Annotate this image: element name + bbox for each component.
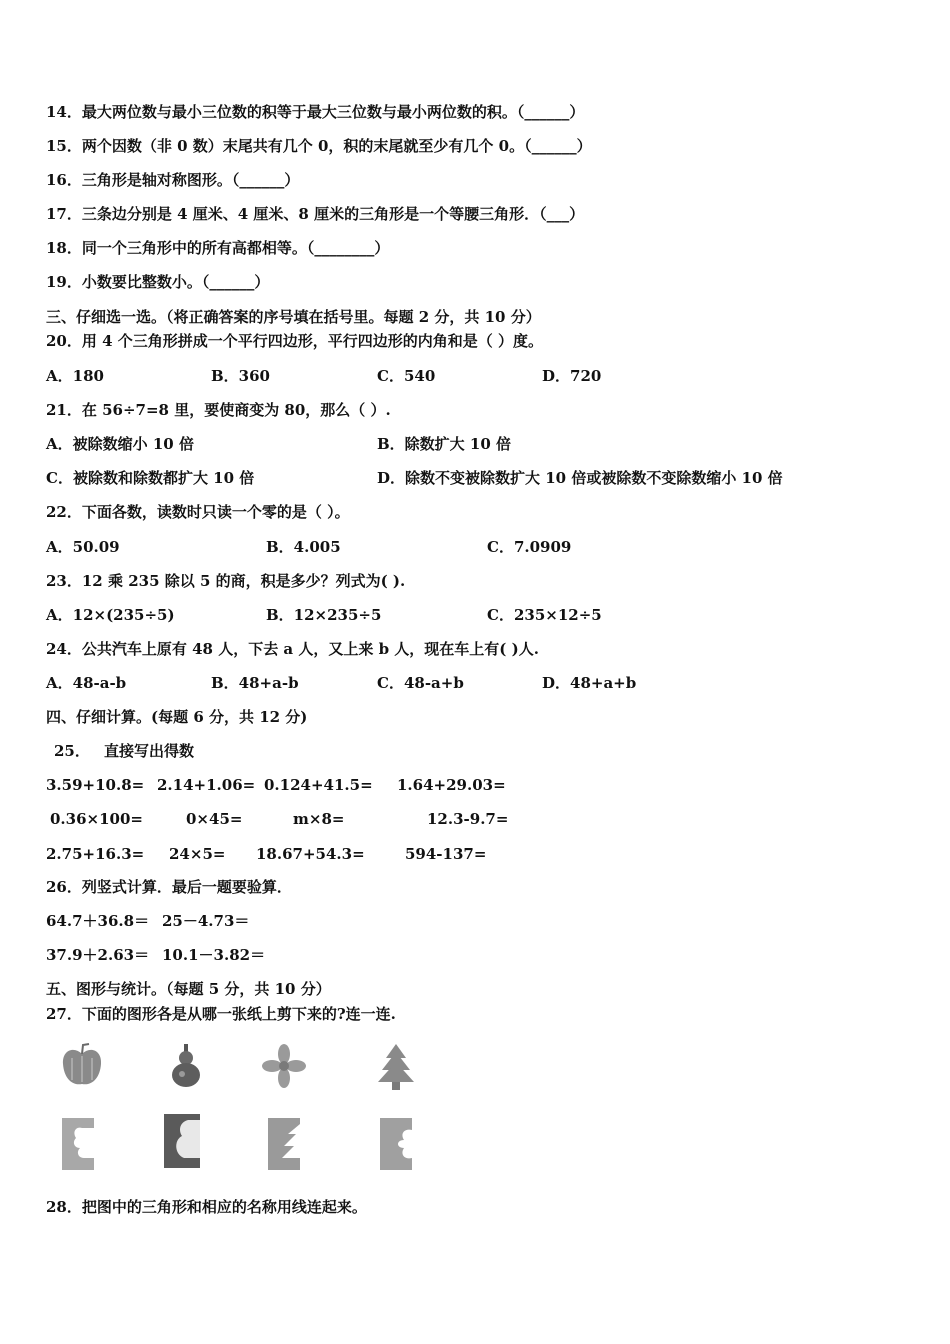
calc-item: 3.59+10.8= bbox=[46, 776, 145, 794]
calc-item: 24×5= bbox=[169, 845, 226, 863]
vertical-calc-item: 37.9＋2.63＝ bbox=[46, 946, 150, 964]
calc-item: 2.14+1.06= bbox=[157, 776, 256, 794]
question-18: 18．同一个三角形中的所有高都相等。（________） bbox=[46, 239, 390, 257]
question-15: 15．两个因数（非 0 数）末尾共有几个 0，积的末尾就至少有几个 0。（______） bbox=[46, 137, 592, 155]
vertical-calc-item: 64.7＋36.8＝ bbox=[46, 912, 150, 930]
apple-cutout-icon bbox=[56, 1040, 108, 1092]
calc-item: 12.3-9.7= bbox=[427, 810, 509, 828]
gourd-cutout-icon bbox=[160, 1040, 212, 1092]
section-3-heading: 三、仔细选一选。（将正确答案的序号填在括号里。每题 2 分，共 10 分） bbox=[46, 308, 541, 326]
question-21-option-c: C．被除数和除数都扩大 10 倍 bbox=[46, 469, 255, 487]
question-16: 16．三角形是轴对称图形。（______） bbox=[46, 171, 300, 189]
calc-item: m×8= bbox=[293, 810, 345, 828]
calc-item: 0.124+41.5= bbox=[264, 776, 373, 794]
question-22-option-b: B．4.005 bbox=[266, 538, 341, 556]
calc-item: 0×45= bbox=[186, 810, 243, 828]
question-20-option-c: C．540 bbox=[377, 367, 436, 385]
question-27-stem: 27．下面的图形各是从哪一张纸上剪下来的?连一连. bbox=[46, 1005, 396, 1023]
question-25-number: 25． bbox=[54, 742, 90, 760]
question-24-stem: 24．公共汽车上原有 48 人，下去 a 人，又上来 b 人，现在车上有( )人. bbox=[46, 640, 539, 658]
vertical-calc-item: 25－4.73＝ bbox=[162, 912, 250, 930]
question-25-title: 直接写出得数 bbox=[104, 742, 195, 760]
paper-with-apple-hole-icon bbox=[60, 1116, 100, 1172]
question-19: 19．小数要比整数小。（______） bbox=[46, 273, 270, 291]
paper-with-gourd-hole-icon bbox=[160, 1112, 204, 1170]
calc-item: 18.67+54.3= bbox=[256, 845, 365, 863]
paper-with-flower-hole-icon bbox=[378, 1116, 418, 1172]
question-21-stem: 21．在 56÷7=8 里，要使商变为 80，那么（ ）. bbox=[46, 401, 391, 419]
vertical-calc-item: 10.1－3.82＝ bbox=[162, 946, 266, 964]
question-21-option-b: B．除数扩大 10 倍 bbox=[377, 435, 511, 453]
question-14: 14．最大两位数与最小三位数的积等于最大三位数与最小两位数的积。（______） bbox=[46, 103, 585, 121]
question-26-stem: 26．列竖式计算．最后一题要验算． bbox=[46, 878, 292, 896]
question-24-option-d: D．48+a+b bbox=[542, 674, 637, 692]
question-22-option-c: C．7.0909 bbox=[487, 538, 572, 556]
section-4-heading: 四、仔细计算。(每题 6 分，共 12 分) bbox=[46, 708, 308, 726]
question-24-option-c: C．48-a+b bbox=[377, 674, 464, 692]
question-23-option-b: B．12×235÷5 bbox=[266, 606, 382, 624]
question-20-option-d: D．720 bbox=[542, 367, 602, 385]
question-22-stem: 22．下面各数，读数时只读一个零的是（ ）。 bbox=[46, 503, 350, 521]
calc-item: 594-137= bbox=[405, 845, 487, 863]
question-20-option-b: B．360 bbox=[211, 367, 270, 385]
flower-cutout-icon bbox=[258, 1040, 310, 1092]
question-23-option-a: A．12×(235÷5) bbox=[46, 606, 175, 624]
question-22-option-a: A．50.09 bbox=[46, 538, 120, 556]
paper-with-tree-hole-icon bbox=[266, 1116, 306, 1172]
question-24-option-a: A．48-a-b bbox=[46, 674, 127, 692]
question-20-option-a: A．180 bbox=[46, 367, 104, 385]
calc-item: 0.36×100= bbox=[50, 810, 143, 828]
question-17: 17．三条边分别是 4 厘米、4 厘米、8 厘米的三角形是一个等腰三角形．（___） bbox=[46, 205, 585, 223]
question-20-stem: 20．用 4 个三角形拼成一个平行四边形，平行四边形的内角和是（ ）度。 bbox=[46, 332, 543, 350]
question-21-option-d: D．除数不变被除数扩大 10 倍或被除数不变除数缩小 10 倍 bbox=[377, 469, 783, 487]
question-24-option-b: B．48+a-b bbox=[211, 674, 299, 692]
tree-cutout-icon bbox=[370, 1040, 422, 1092]
question-23-option-c: C．235×12÷5 bbox=[487, 606, 602, 624]
section-5-heading: 五、图形与统计。（每题 5 分，共 10 分） bbox=[46, 980, 331, 998]
calc-item: 1.64+29.03= bbox=[397, 776, 506, 794]
question-28-stem: 28．把图中的三角形和相应的名称用线连起来。 bbox=[46, 1198, 367, 1216]
question-21-option-a: A．被除数缩小 10 倍 bbox=[46, 435, 194, 453]
calc-item: 2.75+16.3= bbox=[46, 845, 145, 863]
question-23-stem: 23．12 乘 235 除以 5 的商，积是多少？列式为( ). bbox=[46, 572, 406, 590]
